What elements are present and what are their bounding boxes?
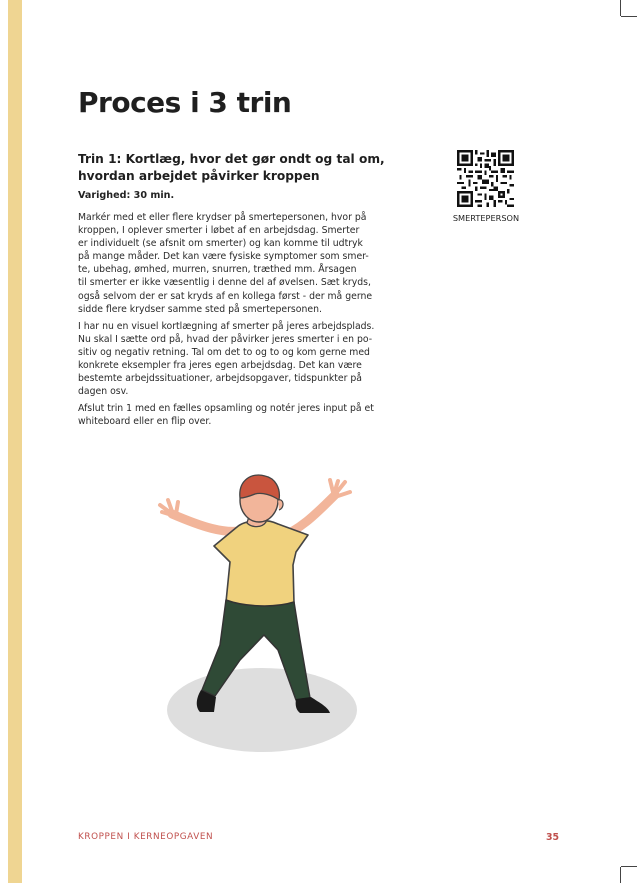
paragraph: Afslut trin 1 med en fælles opsamling og notér jeres input på et whiteboard eller en flip over. (78, 403, 374, 428)
page-title: Proces i 3 trin (78, 86, 292, 119)
qr-label: SMERTEPERSON (452, 213, 520, 223)
duration-label: Varighed: 30 min. (78, 190, 175, 201)
ear (278, 500, 283, 510)
paragraph: Markér med et eller flere krydser på smertepersonen, hvor på kroppen, I oplever smerter i løbet af en arbejdsdag. Smerter er individuelt (se afsnit om smerter) og kan komme til udtryk på mange måder. Det kan være fysiske symptomer som smer- te, ubehag, ømhed, murren, snurren, træthed mm. Årsagen til smerter er ikke væsentlig i denne del af øvelsen. Sæt kryds, også selvom der er sat kryds af en kollega først - der må gerne sidde flere krydser samme sted på smertepersonen. (78, 212, 373, 315)
shirt (214, 520, 308, 607)
floor-shadow (167, 668, 357, 752)
step-heading (78, 151, 398, 185)
left-hand (160, 500, 178, 516)
right-hand (330, 480, 350, 497)
page-number: 35 (546, 832, 560, 843)
paragraph: I har nu en visuel kortlægning af smerter på jeres arbejdsplads. Nu skal I sætte ord på, hvad der påvirker jeres smerter i en po- sitiv og negativ retning. Tal om det to og to og kom gerne med konkrete eksempler fra jeres egen arbejdsdag. Det kan være bestemte arbejdssituationer, arbejdsopgaver, tidspunkter på dagen osv. (78, 320, 375, 398)
person-illustration (150, 468, 365, 758)
body-text (78, 211, 416, 433)
qr-code[interactable] (457, 150, 514, 207)
page-edge-strip (8, 0, 22, 883)
crop-mark (620, 0, 621, 16)
footer-section-title: KROPPEN I KERNEOPGAVEN (78, 832, 214, 842)
step-heading-text: Trin 1: Kortlæg, hvor det gør ondt og tal om, hvordan arbejdet påvirker kroppen (78, 152, 385, 183)
crop-mark (620, 867, 621, 883)
crop-mark (621, 16, 637, 17)
crop-mark (621, 866, 637, 867)
